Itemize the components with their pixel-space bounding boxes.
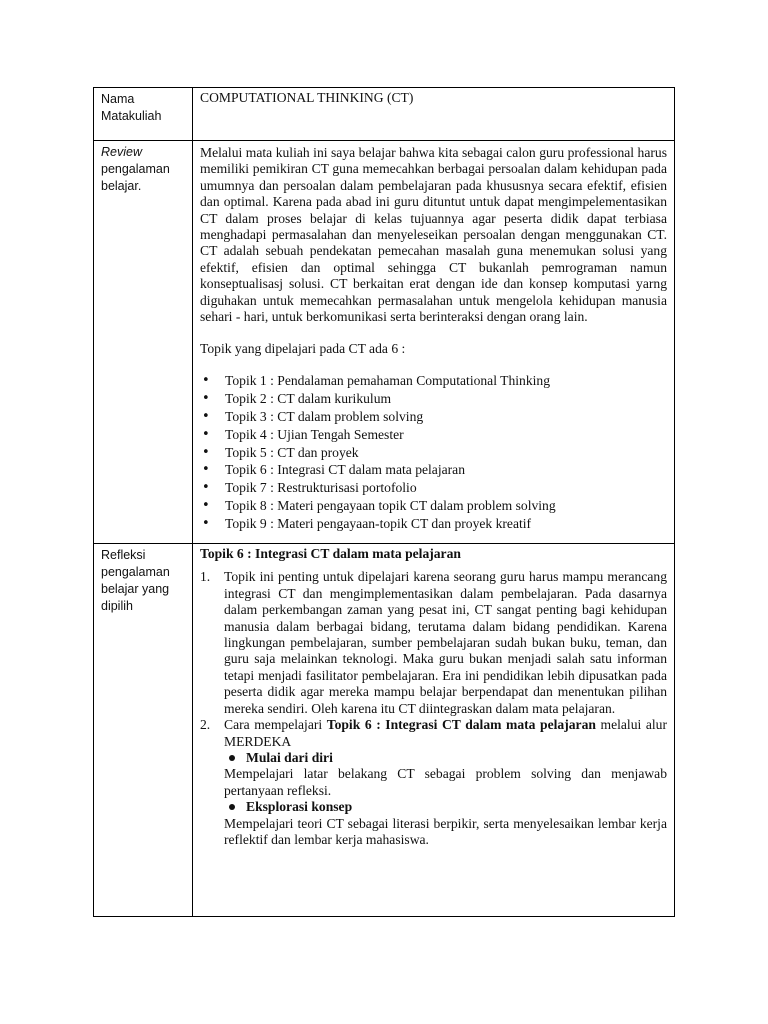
topik-intro: Topik yang dipelajari pada CT ada 6 : — [200, 341, 406, 357]
sub-item-title: Mulai dari diri — [246, 749, 333, 765]
course-review-table — [93, 87, 675, 917]
topic-item: • Topik 4 : Ujian Tengah Semester — [200, 426, 667, 444]
sub-item-title: Eksplorasi konsep — [246, 799, 353, 815]
item-2-pre: Cara mempelajari — [224, 717, 327, 733]
label-review-rest: pengalaman belajar. — [101, 162, 170, 193]
topic-item: • Topik 6 : Integrasi CT dalam mata pelajaran — [200, 461, 667, 479]
label-refleksi: Refleksi pengalaman belajar yang dipilih — [94, 544, 193, 917]
item-number: 1. — [200, 569, 211, 585]
row-review — [94, 141, 675, 544]
sub-item-text: Mempelajari latar belakang CT sebagai problem solving dan menjawab pertanyaan refleksi. — [224, 766, 667, 798]
refleksi-content — [193, 544, 675, 917]
item-1-text: Topik ini penting untuk dipelajari karena seorang guru harus mampu merancang integrasi CT dan mengimplementasikan dalam pembelajaran. Pada dasarnya dalam perkembangan zaman yang pesat ini, CT sangat penting bagi kehidupan manusia dalam berbagai bidang, terutama dalam bidang pendidikan. Karena lingkungan pembelajaran, sumber pembelajaran sudah bukan buku, teman, dan guru saja melainkan teknologi. Maka guru bukan menjadi salah satu informan tetapi menjadi fasilitator pembelajaran. Era ini pendidikan lebih dipusatkan pada peserta didik agar mereka mampu belajar berpendapat dan menentukan pilihan mereka sendiri. Oleh karena itu CT diintegraskan dalam mata pelajaran. — [224, 569, 667, 716]
row-nama-matakuliah — [94, 88, 675, 141]
item-2-text — [224, 717, 667, 750]
topic-item: • Topik 1 : Pendalaman pemahaman Computational Thinking — [200, 372, 667, 390]
sub-item-text: Mempelajari teori CT sebagai literasi berpikir, serta menyelesaikan lembar kerja reflektif dan lembar kerja mahasiswa. — [224, 815, 667, 847]
topic-item: • Topik 9 : Materi pengayaan-topik CT dan proyek kreatif — [200, 515, 667, 533]
topic-item: • Topik 8 : Materi pengayaan topik CT dalam problem solving — [200, 497, 667, 515]
item-2-bold: Topik 6 : Integrasi CT dalam mata pelajaran — [326, 717, 596, 733]
bullet-dot-icon — [229, 755, 235, 761]
topic-item: • Topik 5 : CT dan proyek — [200, 444, 667, 462]
item-number: 2. — [200, 717, 211, 733]
review-content — [193, 141, 675, 544]
label-review — [94, 141, 193, 544]
topic-item: • Topik 3 : CT dalam problem solving — [200, 408, 667, 426]
refleksi-heading: Topik 6 : Integrasi CT dalam mata pelajaran — [200, 546, 461, 562]
refleksi-list — [200, 569, 667, 848]
topic-list — [200, 372, 667, 533]
topic-item: • Topik 7 : Restrukturisasi portofolio — [200, 479, 667, 497]
sub-item-mulai — [224, 750, 667, 766]
label-review-italic: Review — [101, 145, 142, 159]
course-name: COMPUTATIONAL THINKING (CT) — [193, 88, 675, 141]
bullet-dot-icon — [229, 804, 235, 810]
row-refleksi — [94, 544, 675, 917]
topic-item: • Topik 2 : CT dalam kurikulum — [200, 390, 667, 408]
refleksi-item-2 — [200, 717, 667, 848]
label-nama-matakuliah: Nama Matakuliah — [94, 88, 193, 141]
sub-item-eksplorasi — [224, 799, 667, 815]
review-paragraph: Melalui mata kuliah ini saya belajar bahwa kita sebagai calon guru professional harus memiliki pemikiran CT guna memecahkan berbagai persoalan dalam kehidupan pada umumnya dan persoalan dalam pembelajaran pada khususnya secara efektif, efisien dan optimal. Karena pada abad ini guru dituntut untuk dapat mengimpelementasikan CT dalam proses belajar di kelas tujuannya agar peserta didik dapat terbiasa menghadapi permasalahan dan menyeleseikan persoalan dengan menggunakan CT. CT adalah sebuah pendekatan pemecahan masalah guna menemukan solusi yang efektif, efisien dan optimal sehingga CT bukanlah pemrograman namun konseptualisasj solusi. CT berkaitan erat dengan ide dan konsep komputasi yarng diguhakan untuk memecahkan permasalahan untuk mengelola kehidupan manusia sehari - hari, untuk berkomunikasi serta berinteraksi dengan orang lain. — [200, 145, 667, 325]
item-2-post: melalui alur MERDEKA — [224, 717, 667, 749]
refleksi-item-1 — [200, 569, 667, 717]
